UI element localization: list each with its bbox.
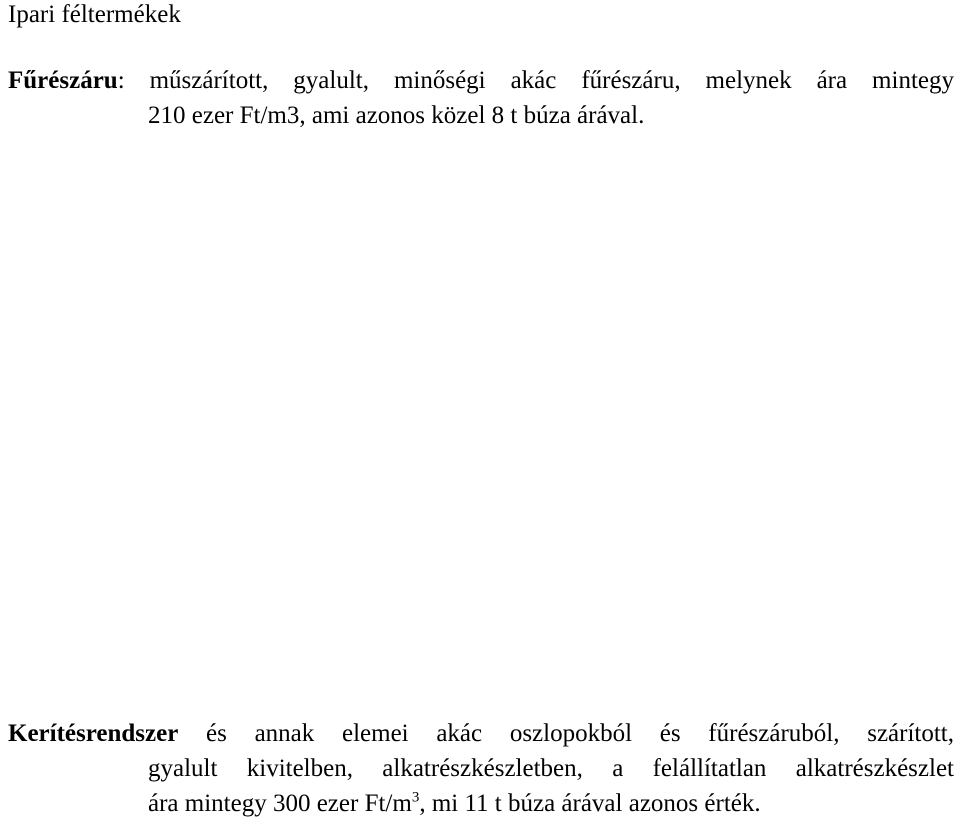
entry-text: 210 ezer Ft/m3, ami azonos közel 8 t búza árával. — [148, 102, 645, 129]
entry-line — [8, 786, 954, 821]
entry-text: : műszárított, gyalult, minőségi akác fűrészáru, melynek ára mintegy — [117, 67, 954, 94]
entry-term: Fűrészáru — [8, 67, 118, 94]
entry-line — [8, 98, 954, 133]
entry-text: és annak elemei akác oszlopokból és fűrészáruból, szárított, — [178, 720, 954, 747]
entry-keritesrendszer — [8, 716, 954, 821]
entry-term: Kerítésrendszer — [8, 720, 179, 747]
entry-line — [8, 716, 954, 751]
superscript: 3 — [411, 789, 420, 806]
entry-furesaru — [8, 63, 954, 133]
entry-line — [8, 751, 954, 786]
entry-text: ára mintegy 300 ezer Ft/m — [148, 790, 412, 817]
entry-line — [8, 63, 954, 98]
entry-text: gyalult kivitelben, alkatrészkészletben, a felállítatlan alkatrészkészlet — [148, 755, 954, 782]
page-title: Ipari féltermékek — [8, 1, 181, 28]
entry-text: , mi 11 t búza árával azonos érték. — [419, 790, 761, 817]
